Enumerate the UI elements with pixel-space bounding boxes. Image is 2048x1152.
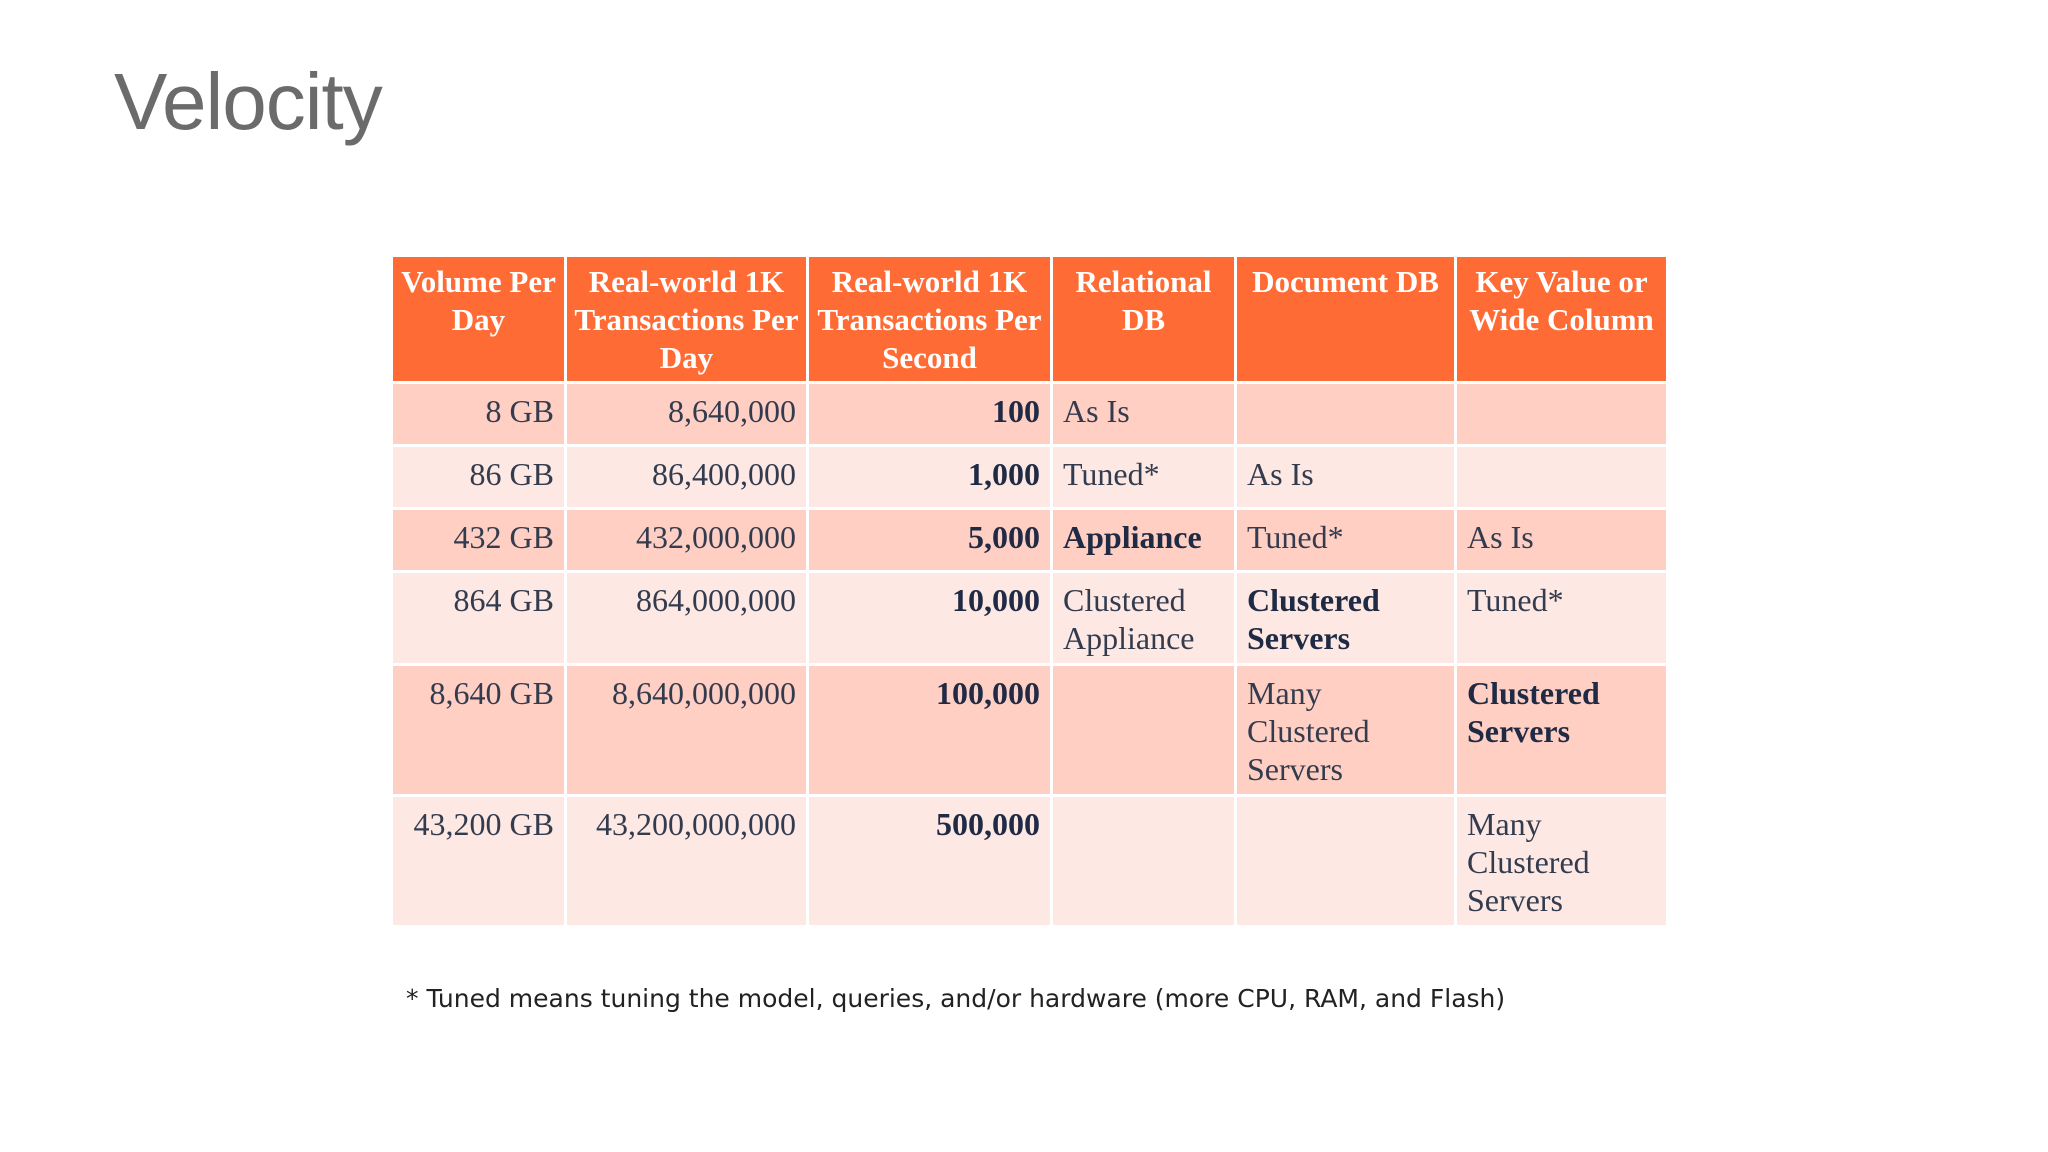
cell-per-day: 864,000,000 — [566, 572, 808, 665]
cell-document: Many Clustered Servers — [1236, 665, 1456, 796]
cell-per-second: 100 — [808, 383, 1052, 446]
cell-volume: 432 GB — [392, 509, 566, 572]
cell-document: Clustered Servers — [1236, 572, 1456, 665]
cell-per-day: 43,200,000,000 — [566, 796, 808, 927]
cell-key-value: Clustered Servers — [1456, 665, 1668, 796]
header-key-value: Key Value or Wide Column — [1456, 256, 1668, 383]
cell-per-second: 1,000 — [808, 446, 1052, 509]
cell-volume: 864 GB — [392, 572, 566, 665]
cell-volume: 86 GB — [392, 446, 566, 509]
cell-per-day: 8,640,000 — [566, 383, 808, 446]
header-volume-per-day: Volume Per Day — [392, 256, 566, 383]
header-transactions-per-day: Real-world 1K Transactions Per Day — [566, 256, 808, 383]
table-row — [392, 665, 1668, 796]
cell-relational: As Is — [1052, 383, 1236, 446]
cell-volume: 43,200 GB — [392, 796, 566, 927]
cell-key-value — [1456, 383, 1668, 446]
cell-per-day: 8,640,000,000 — [566, 665, 808, 796]
table-row — [392, 796, 1668, 927]
header-transactions-per-second: Real-world 1K Transactions Per Second — [808, 256, 1052, 383]
table-row — [392, 383, 1668, 446]
cell-per-second: 10,000 — [808, 572, 1052, 665]
cell-key-value: As Is — [1456, 509, 1668, 572]
cell-document — [1236, 383, 1456, 446]
cell-per-second: 100,000 — [808, 665, 1052, 796]
cell-volume: 8 GB — [392, 383, 566, 446]
cell-key-value: Many Clustered Servers — [1456, 796, 1668, 927]
header-relational-db: Relational DB — [1052, 256, 1236, 383]
velocity-table-container — [390, 254, 1666, 928]
table-header-row — [392, 256, 1668, 383]
cell-per-day: 86,400,000 — [566, 446, 808, 509]
table-row — [392, 572, 1668, 665]
table-row — [392, 446, 1668, 509]
cell-per-day: 432,000,000 — [566, 509, 808, 572]
cell-relational — [1052, 796, 1236, 927]
cell-document: As Is — [1236, 446, 1456, 509]
cell-key-value — [1456, 446, 1668, 509]
cell-document: Tuned* — [1236, 509, 1456, 572]
velocity-table — [390, 254, 1669, 928]
table-row — [392, 509, 1668, 572]
footnote: * Tuned means tuning the model, queries, and/or hardware (more CPU, RAM, and Flash) — [406, 984, 1506, 1013]
cell-key-value: Tuned* — [1456, 572, 1668, 665]
cell-relational — [1052, 665, 1236, 796]
header-document-db: Document DB — [1236, 256, 1456, 383]
cell-volume: 8,640 GB — [392, 665, 566, 796]
cell-document — [1236, 796, 1456, 927]
cell-per-second: 5,000 — [808, 509, 1052, 572]
cell-per-second: 500,000 — [808, 796, 1052, 927]
cell-relational: Appliance — [1052, 509, 1236, 572]
cell-relational: Tuned* — [1052, 446, 1236, 509]
slide-title: Velocity — [114, 57, 382, 146]
cell-relational: Clustered Appliance — [1052, 572, 1236, 665]
